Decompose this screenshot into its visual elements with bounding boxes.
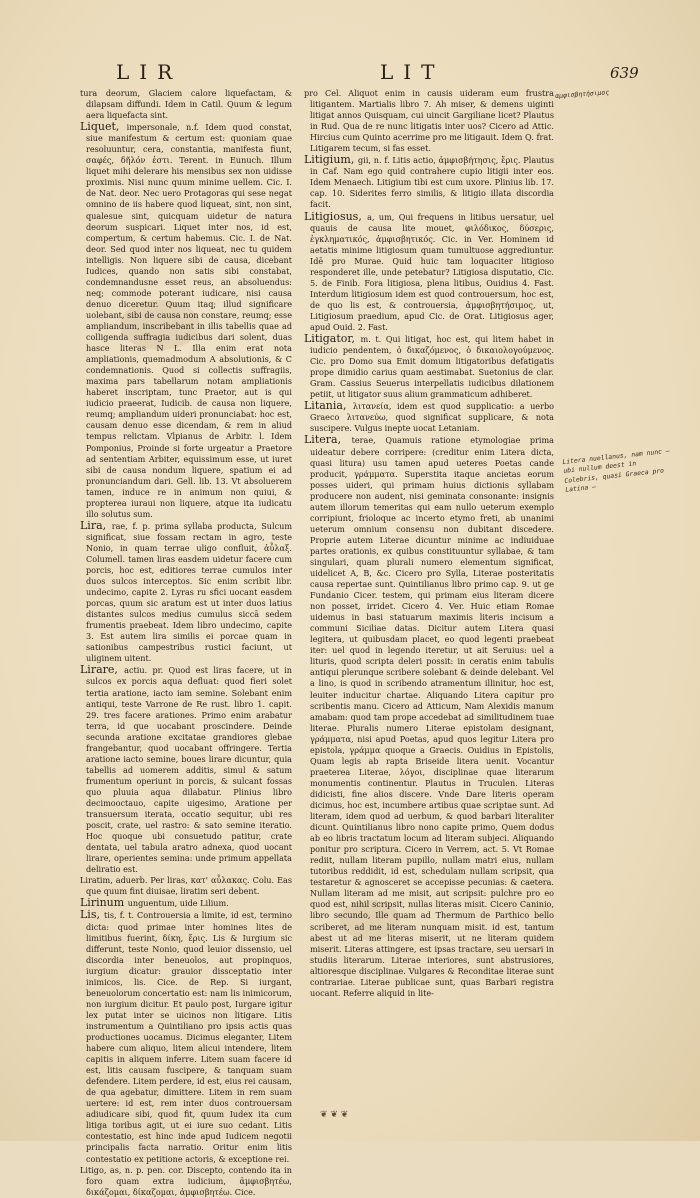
- page-ornament: ❦ ❦ ❦: [320, 1110, 349, 1120]
- entry-text: a, um, Qui frequens in litibus uersatur, uel quauis de causa lite mouet, φιλόδικος, δύσερις, ἐγκληματικός, ἀμφισβητικός. Cic. in Ver. Hominem id aetatis minime litigiosum quam tumultuose aggrediuntur. Idē pro Murae. Quid huic tam loquaciter litigioso responderet ille, unde petebatur? Litigiosa disputatio, Cic. 5. de Finib. Fora litigiosa, plena litibus, Ouidius 4. Fast. Interdum litigiosum idem est quod controuersum, hoc est, de quo lis est, & controuersia, ἀμφισβητήσιμος, ut, Litigiosum praedium, apud Cic. de Orat. Litigiosus ager, apud Ouid. 2. Fast.: [310, 211, 554, 332]
- dictionary-entry: [80, 664, 292, 875]
- entry-text: Litigo, as, n. p. pen. cor. Discepto, contendo ita in foro quam extra iudicium, ἀμφισβητέω, δικάζομαι, δίκαζομαι, ἀμφισβητέω. Cice.: [80, 1164, 292, 1197]
- dictionary-entry: [80, 88, 292, 121]
- entry-headword: Litania,: [304, 399, 353, 413]
- dictionary-entry: [80, 520, 292, 665]
- entry-headword: Lira,: [80, 518, 112, 532]
- dictionary-entry: [80, 897, 292, 909]
- dictionary-entry: [80, 875, 292, 897]
- header-right: LIT: [380, 60, 445, 84]
- entry-text: Liratim, aduerb. Per liras, κατ' αὖλακας. Colu. Eas que quum fint diuisae, liratim seri debent.: [80, 875, 292, 897]
- dictionary-entry: [80, 909, 292, 1164]
- entry-headword: Litigator,: [304, 332, 361, 346]
- entry-headword: Lis,: [80, 908, 105, 922]
- entry-text: m. t. Qui litigat, hoc est, qui litem habet in iudicio pendentem, ὁ δικαζόμενος, ὁ δικαιολογούμενος. Cic. pro Domo sua Emit domum litigatoribus defatigatis prope dimidio carius quam aestimabat. Suetonius de clar. Gram. Cassius Seuerus interpellatis iudicibus dilationem petiit, ut litigator suus alium grammaticum adhiberet.: [310, 334, 555, 400]
- entry-text: terae, Quamuis ratione etymologiae prima uideatur debere corripere: (creditur enim Litera dicta, quasi litura) usu tamen apud ueteres Poetas cande producit, γράμματα. Superstita itaque ancietas eorum posses uideri, qui primam huius dictionis syllabam producere non audent, nisi geminata consonante: insignis autem illorum temeritas qui eam nullo ueterum exemplo corripiunt, frioloque ac incerto etymo freti, ab unanimi ueterum omnium consensu non dubitant discedere. Proprie autem Literae dicuntur minime ac indiuiduae partes orationis, ex quibus constituuntur syllabae, & tam singulari, quam plurali numero elementum significat, uidelicet A, B, &c. Cicero pro Sylla, Literae posteritatis causa repertae sunt. Quintilianus libro primo cap. 9. ut ge Fundanio Cicer. testem, qui primam eius literam dicere non posset, irridet. Cicero 4. Ver. Huic etiam Romae uidemus in basi statuarum maximis literis incisum a communi Siciliae datas. Dicitur autem Litera quasi legitera, ut quibusdam placet, eo quod legenti praebeat iter: uel quod in legendo iteretur, ut ait Seruius: uel a lituris, quod scripta deleri possit: in ceratis enim tabulis antiqui plerunque scribere solebant & deinde delebant. Vel a lino, is quod in scribendo atramentum illinitur, hoc est, leuiter inducitur chartae. Aliquando Litera capitur pro scribentis manu. Cicero ad Atticum, Nam Alexidis manum amabam: quod tam prope accedebat ad similitudinem tuae literae. Pluralis numero Literae epistolam designant, γράμματα, nisi apud Poetas, apud quos legitur Litera pro epistola, γράμμα quoque a Graecis. Ouidius in Epistolis, Quam legis ab rapta Briseide litera uenit. Vocantur praeterea Literae, λόγοι, disciplinae quae literarum monumentis continentur. Plautus in Truculen. Literas didicisti, fine alios discere. Vnde Dare literis operam dicimus, hoc est, incumbere artibus quae scriptae sunt. Ad literam, idem quod ad uerbum, & quod barbari literaliter dicunt. Quintilianus libro nono capite primo, Quem dodus ab eo libris tractatum locum ad literam subjeci. Aliquando ponitur pro scriptura. Cicero in Verrem, act. 5. Vt Romae rediit, nullam literam pupillo, nullam matri eius, nullam tutoribus reddidit, id est, schedulam nullam scripsit, qua testaretur & agnosceret se accepisse pecunias: & caetera. Nullam literam ad me misit, aut scripsit: pulchre pro eo quod est, nihil scripsit, nullas literas misit. Cicero Caninio, libro secundo, Ille quam ad Thermum de Parthico bello scriberet, ad me literam nunquam misit. id est, tantum abest ut ad me literas miserit, ut ne literam quidem miserit. Literas attingere, est ipsas tractare, seu uersari in studiis literarum. Literae interiores, sunt abstrusiores, altioresque disciplinae. Vulgares & Reconditae literae sunt contrariae. Literae publicae sunt, quas Barbari registra uocant. Referre aliquid in lite-: [310, 435, 554, 998]
- entry-text: impersonale, n.f. Idem quod constat, siue manifestum & certum est: quoniam quae resoluuntur, cera, constantia, manifesta fiunt, σαφές, δῆλόν ἐστι. Terent. in Eunuch. Illum liquet mihi delerare his mensibus sex non uidisse proximis. Nisi nunc quum minime uellem. Cic. I. de Nat. deor. Nec uero Protagoras qui sese negat omnino de iis habere quod liqueat, sint, non sint, qualesue sint, quicquam uidetur de natura deorum suspicari. Liquet inter nos, id est, compertum, & certum habemus. Cic. I. de Nat. deor. Sed quod inter nos liqueat, nec tu quidem intelligis. Non liquere sibi de causa, dicebant Iudices, quando non satis sibi constabat, condemnandusne esset reus, an absoluendus: neq; commode poterant iudicare, nisi causa denuo diceretur. Quum itaq; illud significare uolebant, sibi de causa non constare, reumq; esse ampliandum, inscribebant in illis tabellis quae ad colligenda suffragia iudicibus dari solent, duas hasce literas N L. Illa enim erat nota ampliationis, quemadmodum A absolutionis, & C condemnationis. Quod si collectis suffragiis, maxima pars tabellarum notam ampliationis haberet inscriptam, tunc Praetor, aut is qui iudicio praeerat, Iudicib. de causa non liquere, reumq; ampliandum uideri pronunciabat: hoc est, causam denuo esse dicendam, & rem in aliud tempus relictam. Vlpianus de Arbitr. l. Idem Pomponius, Proinde si forte urgeatur a Praetore ad sententiam Arbiter, equissimum esse, ut iuret sibi de causa nondum liquere, spatium ei ad pronunciandum dari. Gell. lib. 13. Vt absoluerem tamen, induce re in animum non quiui, & propterea iuraui non liquere, atque ita iudicatu illo solutus sum.: [86, 122, 292, 519]
- page-number: 639: [610, 64, 639, 82]
- entry-text: λιτανεία, idem est quod supplicatio: a uerbo Graeco λιτανεύω, quod significat supplicare, & nota suscipere. Vulgus inepte uocat Letaniam.: [310, 401, 554, 434]
- entry-headword: Lirinum: [80, 896, 128, 910]
- entry-text: gii, n. f. Litis actio, ἀμφισβήτησις, ἔρις. Plautus in Caf. Nam ego quid contrahere cupio litigii inter eos. Idem Menaech. Litigium tibi est cum uxore. Plinius lib. 17. cap. 10. Siderites ferro similis, & litigio illata discordia facit.: [310, 155, 554, 210]
- dictionary-entry: [80, 121, 292, 520]
- dictionary-entry: [304, 333, 554, 400]
- entry-headword: Litigiosus,: [304, 209, 368, 223]
- entry-text: tis, f. t. Controuersia a limite, id est, termino dicta: quod primae inter homines lites de limitibus fuerint, δίκη, ἔρις. Lis & Iurgium sic differunt, teste Nonio, quod leuior dissensio, uel discordia inter beneuolos, aut propinquos, iurgium dicatur: grauior dissceptatio inter inimicos, lis. Cice. de Rep. Si iurgant, beneuolorum concertatio est: nam lis inimicorum, non iurgium dicitur. Et paulo post, Iurgare igitur lex putat inter se uicinos non litigare. Litis instrumentum a Quintiliano pro ipsis actis quas productiones uocamus. Dicimus eleganter, Litem habere cum aliquo, litem alicui intendere, litem capitis in aliquem inferre. Litem suam facere id est, litis causam fuscipere, & tanquam suam defendere. Litem perdere, id est, eius rei causam, de qua agebatur, dimittere. Litem in rem suam uertere: id est, rem inter duos controuersam adiudicare sibi, quod fit, quum Iudex ita cum litiga toribus agit, ut ei iure suo cedant. Litis contestatio, est hinc inde apud Iudicem negotii principalis facta narratio. Oritur enim litis contestatio ex petitione actoris, & exceptione rei.: [86, 910, 292, 1164]
- right-column: [304, 88, 554, 999]
- entry-text: tura deorum, Glaciem calore liquefactam, & dilapsam diffundi. Idem in Catil. Quum & legum aera liquefacta sint.: [80, 88, 292, 121]
- dictionary-entry: [304, 154, 554, 210]
- entry-text: pro Cel. Aliquot enim in causis uideram eum frustra litigantem. Martialis libro 7. Ah miser, & demens uiginti litigat annos Quisquam, cui uincit Gargiliane licet? Plautus in Rud. Qua de re nunc litigatis inter uos? Cicero ad Attic. Hircius cum Quinto acerrime pro me litigauit. Idem Q. frat. Litigarem tecum, si fas esset.: [304, 88, 554, 154]
- marginal-note-litera: Litera nuellanus, nam nunc — ubi nullum deest in Colebris, quasi Graeca pro Latina —: [562, 446, 670, 495]
- dictionary-entry: [80, 1165, 292, 1198]
- entry-headword: Lirare,: [80, 663, 125, 677]
- entry-text: actiu. pr. Quod est liras facere, ut in sulcos ex porcis aqua defluat: quod fieri solet tertia aratione, iacto iam semine. Solebant enim antiqui, teste Varrone de Re rust. libro 1. capit. 29. tres facere arationes. Primo enim arabatur terra, id que uocabant proscindere. Deinde secunda aratione excitatae grandiores glebae frangebantur, quod uocabant offringere. Tertia aratione iacto semine, boues lirare dicuntur, quia tabellis ad uomerem additis, simul & satum frumentum operiunt in porcis, & sulcant fossas quo pluuia aqua dilabatur. Plinius libro decimooctauo, capite uigesimo, Aratione per transuersum iterata, occatio sequitur, ubi res poscit, crate, uel rastro: & sato semine iteratio. Hoc quoque ubi consuetudo patitur, crate dentata, uel tabula aratro adnexa, quod uocant lirare, operientes semina: unde primum appellata deliratio est.: [86, 665, 292, 875]
- marginal-note-top: αμφισβητήσιμος: [555, 88, 610, 100]
- dictionary-entry: [304, 88, 554, 154]
- dictionary-entry: [304, 400, 554, 434]
- left-column: [80, 88, 292, 1198]
- entry-headword: Litigium,: [304, 153, 359, 167]
- dictionary-entry: [304, 434, 554, 998]
- entry-headword: Liquet,: [80, 120, 127, 134]
- header-left: LIR: [116, 60, 183, 84]
- entry-headword: Litera,: [304, 433, 352, 447]
- dictionary-entry: [304, 211, 554, 334]
- entry-text: unguentum, uide Lilium.: [127, 898, 229, 909]
- entry-text: rae, f. p. prima syllaba producta, Sulcum significat, siue fossam rectam in agro, teste Nonio, in quam terrae uligo confluit, ἀὖλαξ. Columell. tamen liras easdem uidetur facere cum porcis, hoc est, editiores terrae cumulos inter duos sulcos interceptos. Sic enim scribit libr. undecimo, capite 2. Lyras ru sfici uocant easdem porcas, quum sic aratum est ut inter duos latius distantes sulcos medius cumulus siccā sedem frumentis praebeat. Idem libro undecimo, capite 3. Est autem lira similis ei porcae quam in sationibus campestribus rustici faciunt, ut uliginem uitent.: [86, 520, 292, 664]
